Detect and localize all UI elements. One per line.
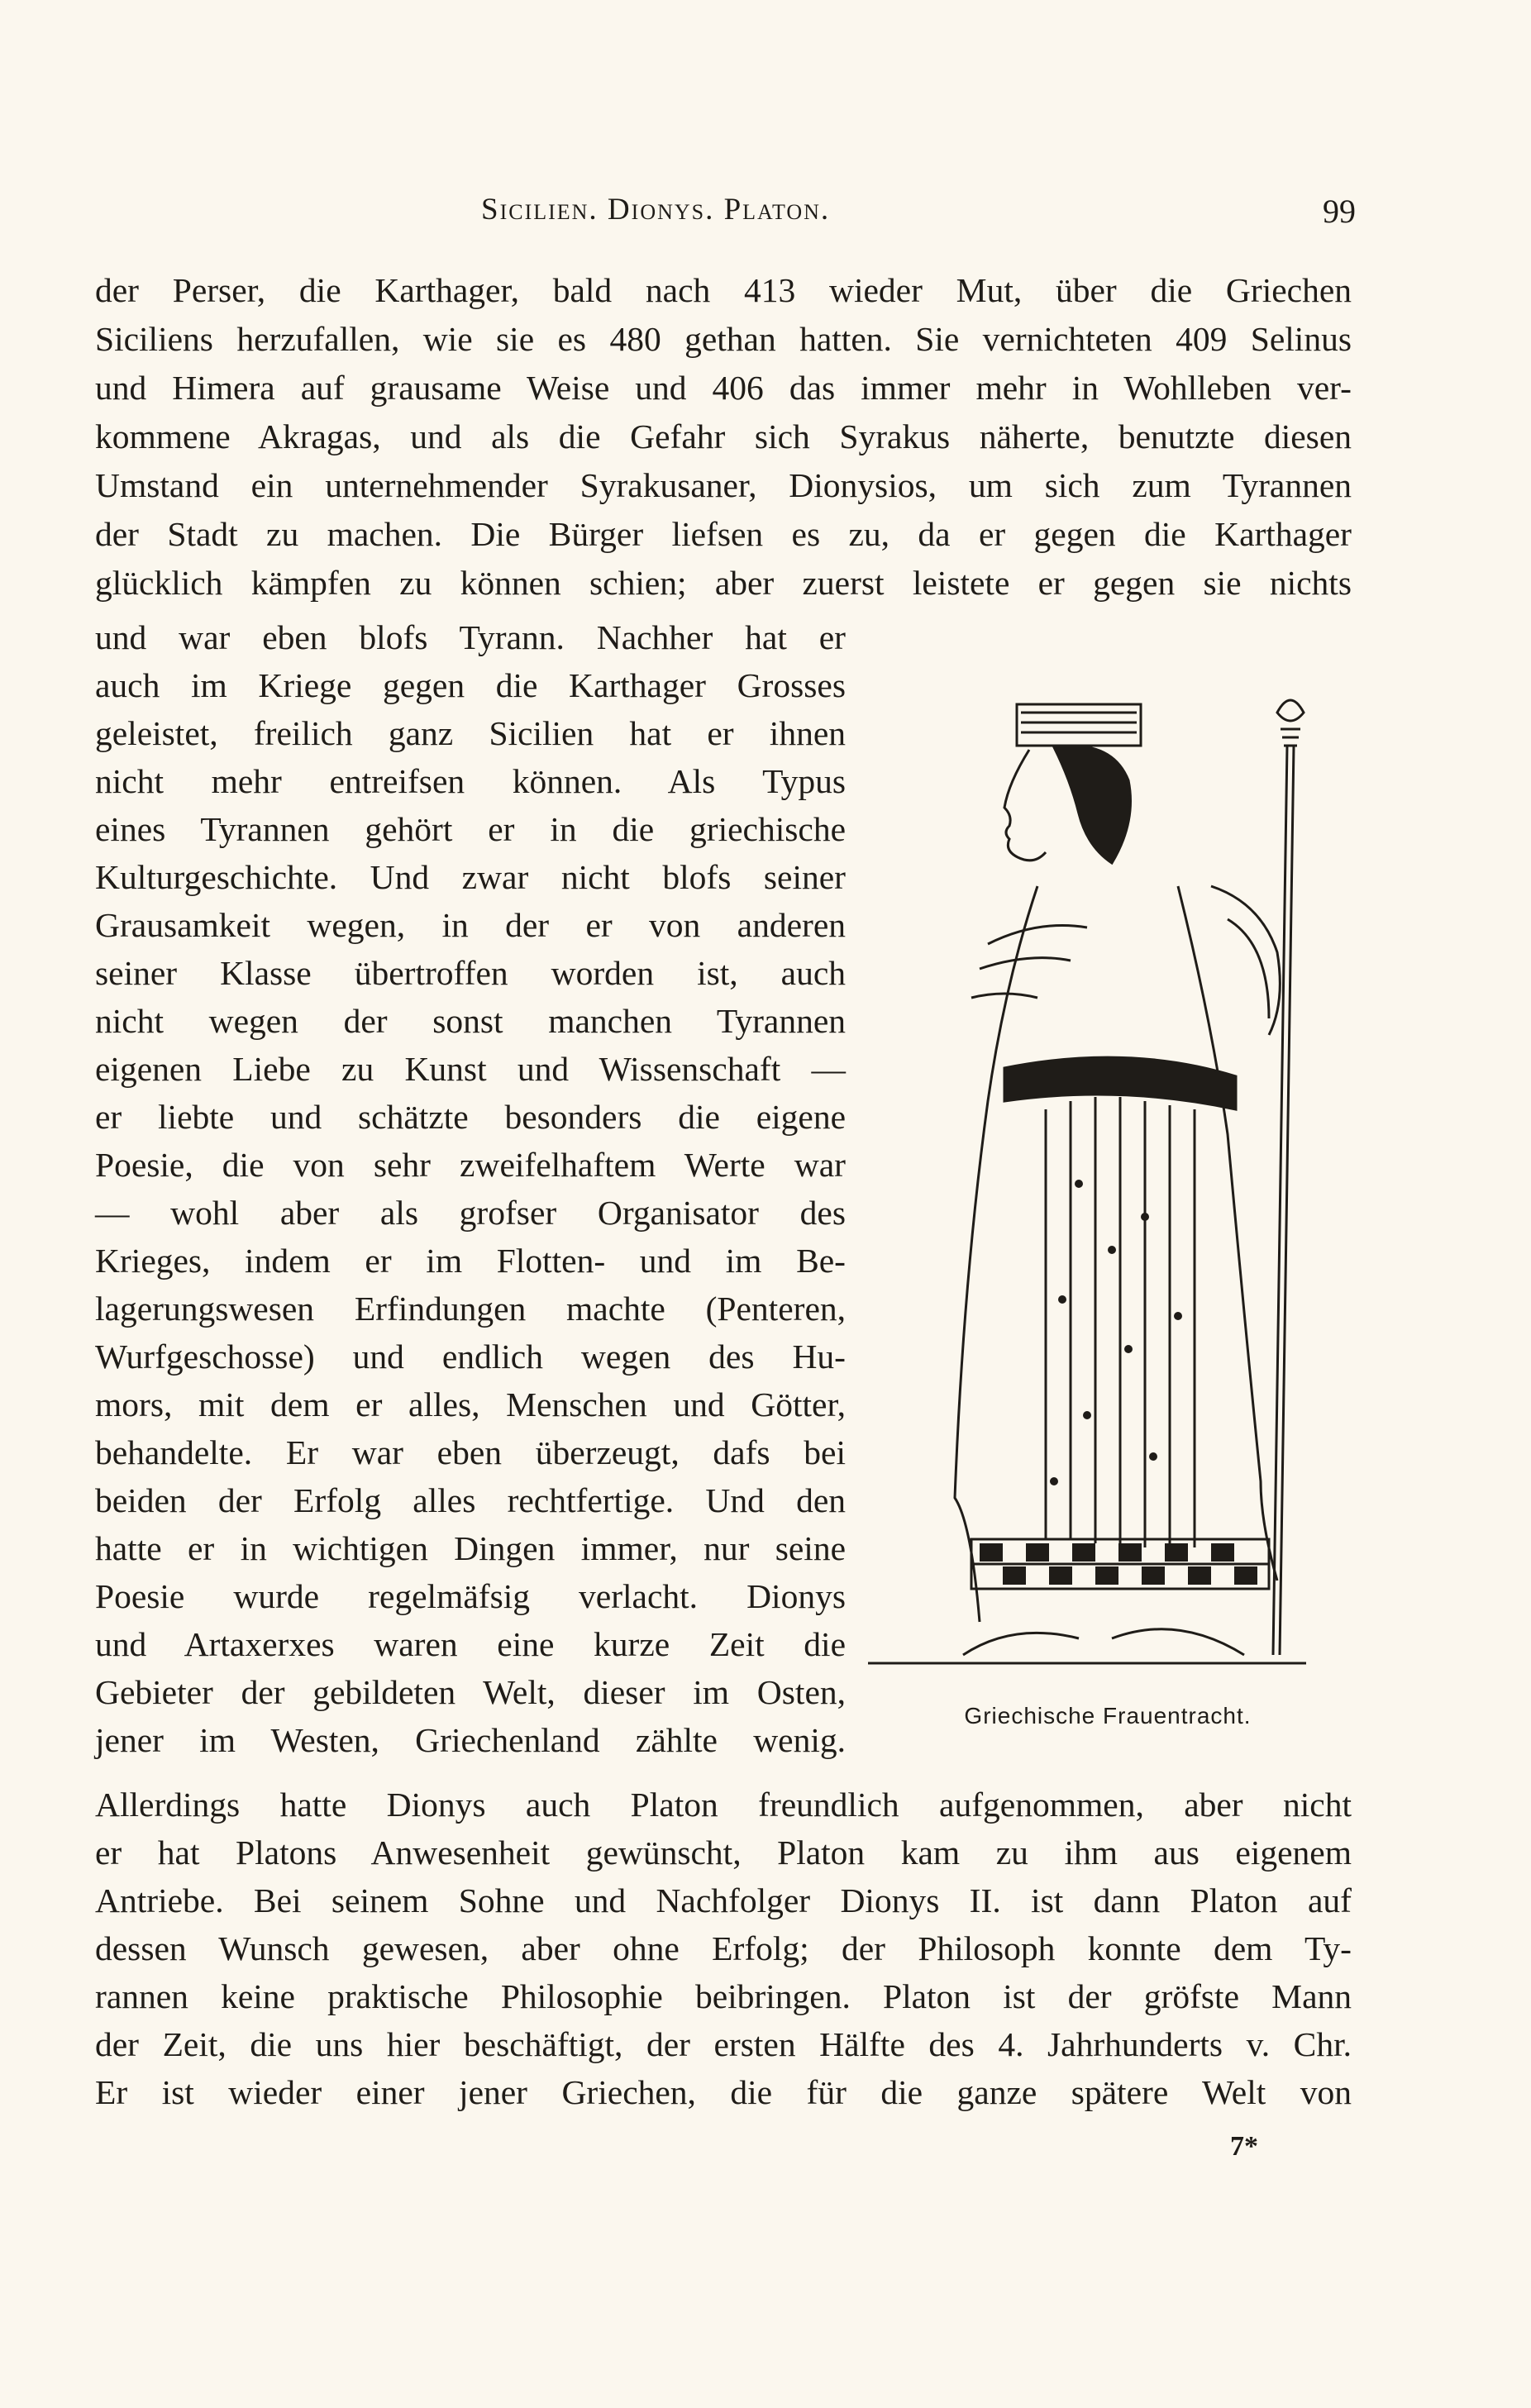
illustration-greek-woman [864,671,1310,1688]
text-line: rannen keine praktische Philosophie beibringen. Platon ist der gröfste Mann [95,1977,1352,2015]
text-line: kommene Akragas, und als die Gefahr sich Syrakus näherte, benutzte diesen [95,417,1352,455]
text-line: dessen Wunsch gewesen, aber ohne Erfolg; der Philosoph konnte dem Ty- [95,1929,1352,1967]
text-line: und Artaxerxes waren eine kurze Zeit die [95,1625,846,1663]
text-line: lagerungswesen Erfindungen machte (Penteren, [95,1290,846,1328]
text-line: Wurfgeschosse) und endlich wegen des Hu- [95,1338,846,1376]
text-line: auch im Kriege gegen die Karthager Grosses [95,666,846,704]
text-line: beiden der Erfolg alles rechtfertige. Und den [95,1481,846,1519]
text-line: Kulturgeschichte. Und zwar nicht blofs seiner [95,858,846,896]
text-line: Siciliens herzufallen, wie sie es 480 gethan hatten. Sie vernichteten 409 Selinus [95,320,1352,358]
text-line: und Himera auf grausame Weise und 406 das immer mehr in Wohlleben ver- [95,369,1352,407]
text-line: Poesie wurde regelmäfsig verlacht. Dionys [95,1577,846,1615]
text-line: der Zeit, die uns hier beschäftigt, der ersten Hälfte des 4. Jahrhunderts v. Chr. [95,2025,1352,2063]
text-line: — wohl aber als grofser Organisator des [95,1194,846,1232]
page-header [0,192,1531,241]
greek-woman-drawing [864,671,1310,1688]
signature-mark: 7* [1230,2131,1258,2162]
text-line: er hat Platons Anwesenheit gewünscht, Platon kam zu ihm aus eigenem [95,1833,1352,1872]
text-line: eines Tyrannen gehört er in die griechische [95,810,846,848]
text-line: Umstand ein unternehmender Syrakusaner, Dionysios, um sich zum Tyrannen [95,466,1352,504]
figure-caption: Griechische Frauentracht. [964,1703,1252,1729]
text-line: nicht wegen der sonst manchen Tyrannen [95,1002,846,1040]
text-line: glücklich kämpfen zu können schien; aber zuerst leistete er gegen sie nichts [95,564,1352,602]
text-line: der Perser, die Karthager, bald nach 413 wieder Mut, über die Griechen [95,271,1352,309]
text-line: Antriebe. Bei seinem Sohne und Nachfolger Dionys II. ist dann Platon auf [95,1881,1352,1919]
text-line: Allerdings hatte Dionys auch Platon freundlich aufgenommen, aber nicht [95,1786,1352,1824]
page-number: 99 [1323,193,1356,230]
text-line: jener im Westen, Griechenland zählte wenig. [95,1721,846,1759]
text-line: Er ist wieder einer jener Griechen, die für die ganze spätere Welt von [95,2073,1352,2111]
text-line: behandelte. Er war eben überzeugt, dafs bei [95,1433,846,1471]
text-line: der Stadt zu machen. Die Bürger liefsen es zu, da er gegen die Karthager [95,515,1352,553]
text-line: Poesie, die von sehr zweifelhaftem Werte war [95,1146,846,1184]
text-line: mors, mit dem er alles, Menschen und Götter, [95,1385,846,1423]
running-title: Sicilien. Dionys. Platon. [481,193,831,226]
text-line: er liebte und schätzte besonders die eigene [95,1098,846,1136]
text-line: und war eben blofs Tyrann. Nachher hat er [95,618,846,656]
text-line: Krieges, indem er im Flotten- und im Be- [95,1242,846,1280]
text-line: geleistet, freilich ganz Sicilien hat er ihnen [95,714,846,752]
text-line: nicht mehr entreifsen können. Als Typus [95,762,846,800]
text-line: seiner Klasse übertroffen worden ist, auch [95,954,846,992]
text-line: Grausamkeit wegen, in der er von anderen [95,906,846,944]
text-line: eigenen Liebe zu Kunst und Wissenschaft — [95,1050,846,1088]
text-line: Gebieter der gebildeten Welt, dieser im Osten, [95,1673,846,1711]
text-line: hatte er in wichtigen Dingen immer, nur seine [95,1529,846,1567]
